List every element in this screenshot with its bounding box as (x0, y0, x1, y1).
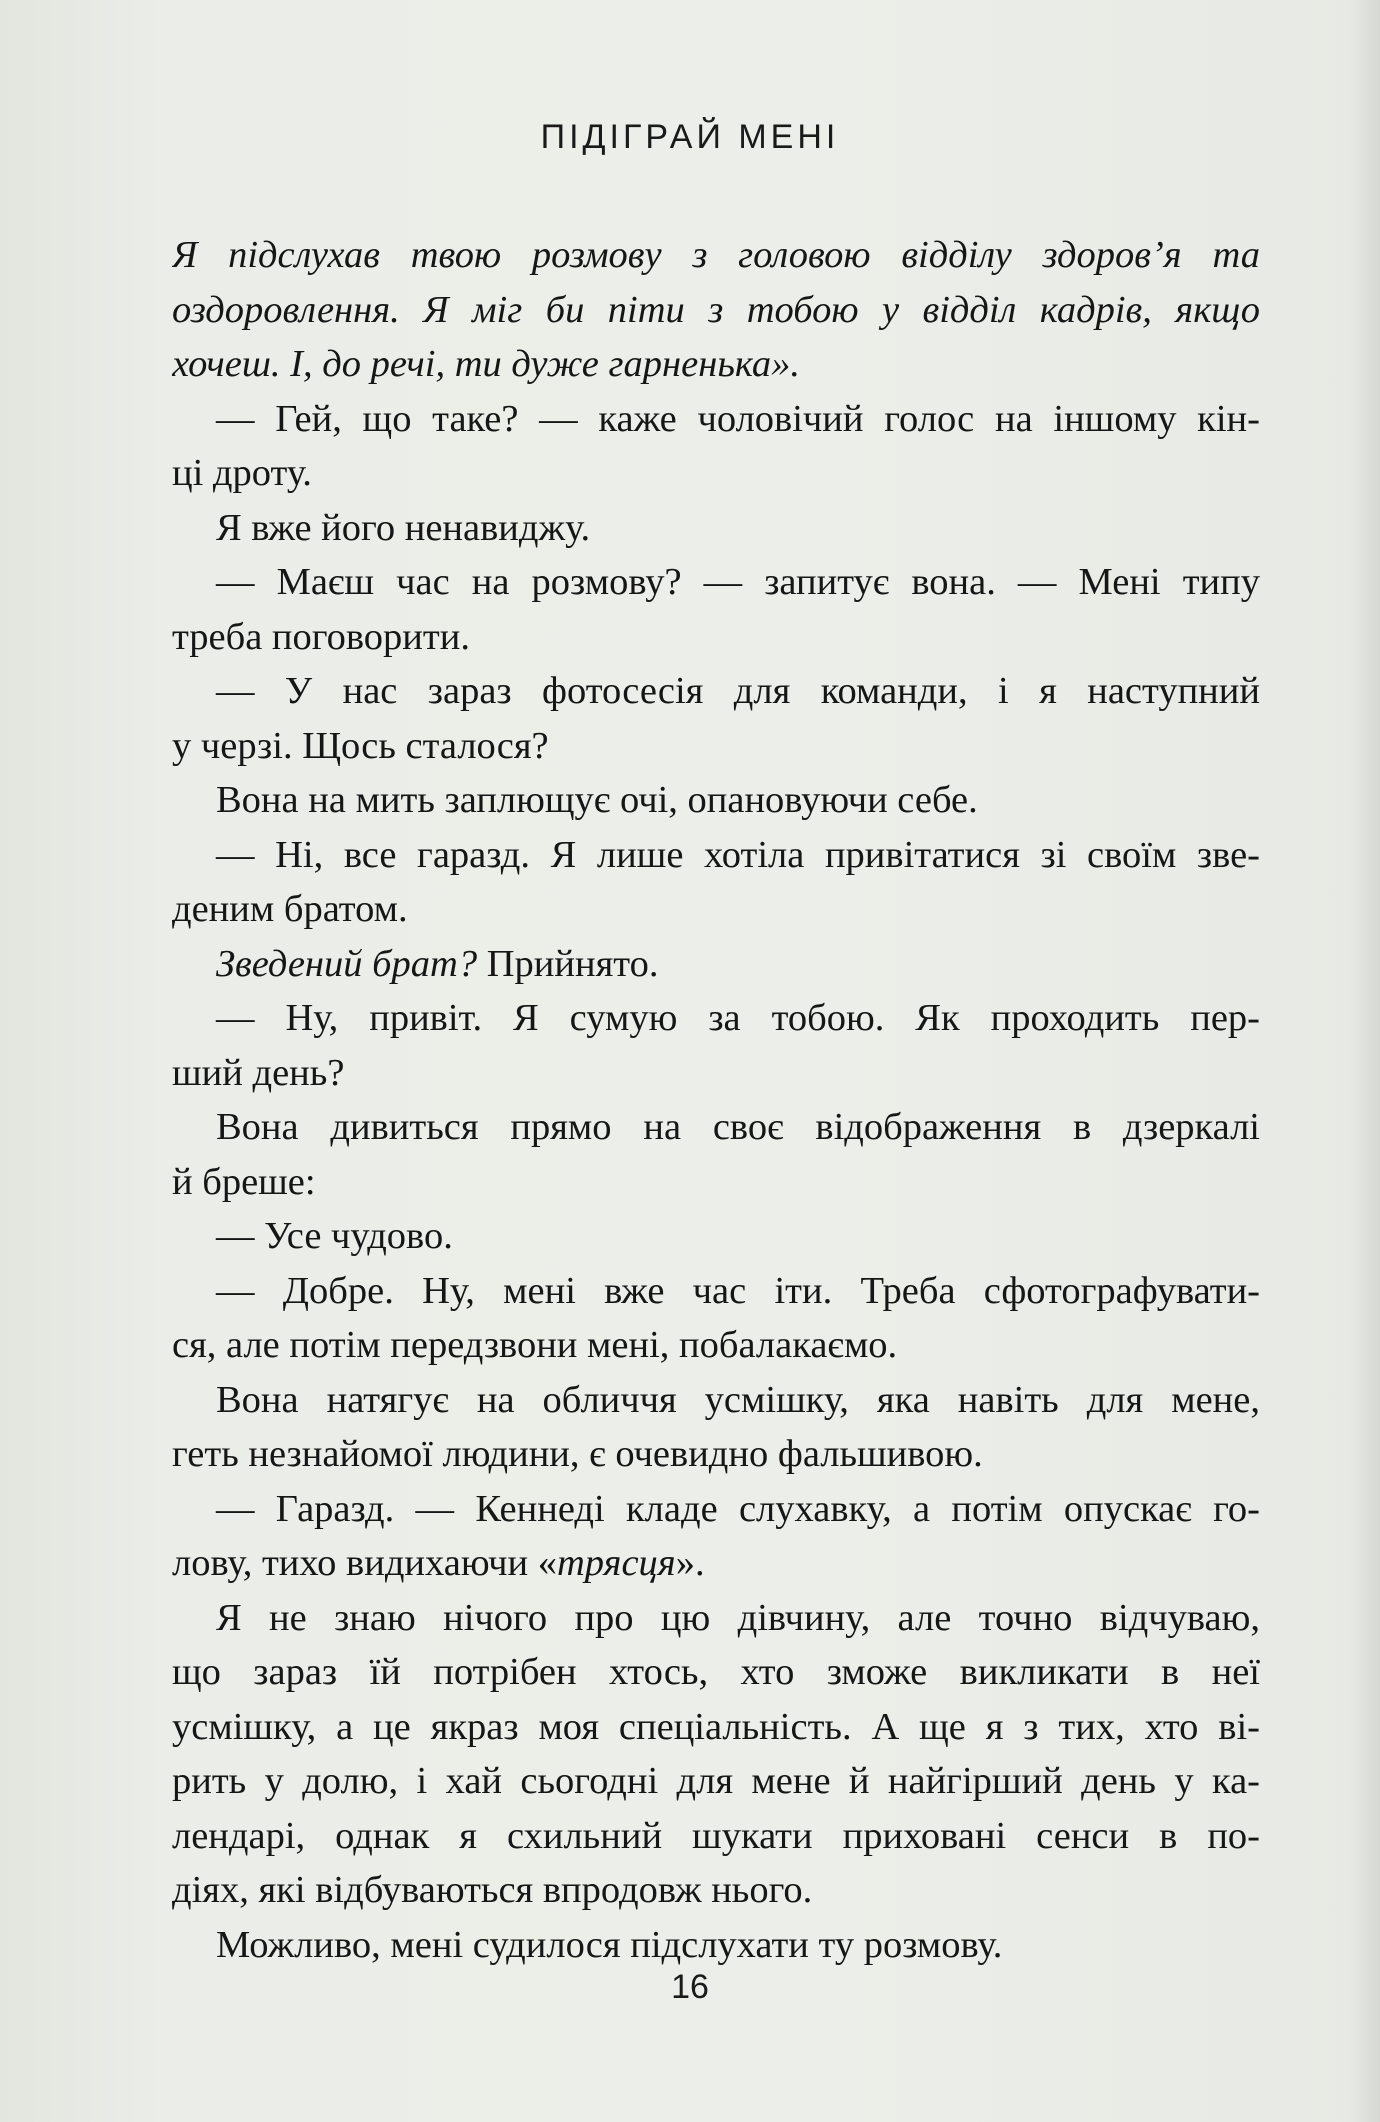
text-fragment: ». (675, 1542, 705, 1584)
text-line: — Ну, привіт. Я сумую за тобою. Як проходить пер- (216, 997, 1260, 1039)
text-line: — Усе чудово. (216, 1215, 453, 1257)
text-line: Я вже його ненавиджу. (216, 506, 591, 549)
running-head: ПІДІГРАЙ МЕНІ (540, 118, 840, 156)
text-line (172, 937, 1260, 992)
page-number: 16 (671, 1968, 709, 2006)
text-fragment: Прийнято. (477, 942, 659, 985)
text-line: Можливо, мені судилося підслухати ту розмову. (216, 1923, 1003, 1966)
text-line: усмішку, а це якраз моя спеціальність. А ще я з тих, хто ві- (172, 1705, 1260, 1748)
text-line (172, 1536, 1260, 1591)
text-line: — Ні, все гаразд. Я лише хотіла привітатися зі своїм зве- (216, 833, 1260, 876)
text-line: діях, які відбуваються впродовж нього. (172, 1869, 813, 1911)
text-line: — Добре. Ну, мені вже час іти. Треба сфотографувати- (216, 1269, 1260, 1312)
text-line: деним братом. (172, 888, 408, 930)
text-line: Вона на мить заплющує очі, опановуючи себе. (216, 779, 978, 821)
text-line: ці дроту. (172, 452, 312, 494)
text-line: Я підслухав твою розмову з головою відділу здоров’я та (172, 234, 1260, 276)
text-line: — Гаразд. — Кеннеді кладе слухавку, а потім опускає го- (216, 1487, 1260, 1530)
text-line: Вона натягує на обличчя усмішку, яка навіть для мене, (216, 1378, 1260, 1421)
text-line: — У нас зараз фотосесія для команди, і я наступний (216, 670, 1260, 712)
text-line: ший день? (172, 1051, 345, 1094)
text-line: й бреше: (172, 1160, 316, 1203)
text-line: оздоровлення. Я міг би піти з тобою у відділ кадрів, якщо (172, 288, 1260, 331)
text-line: — Гей, що таке? — каже чоловічий голос на іншому кін- (216, 397, 1260, 440)
text-line: ся, але потім передзвони мені, побалакаємо. (172, 1324, 898, 1366)
text-line: геть незнайомої людини, є очевидно фальшивою. (172, 1433, 983, 1475)
text-fragment: лову, тихо видихаючи « (172, 1542, 557, 1584)
text-line: — Маєш час на розмову? — запитує вона. — Мені типу (216, 561, 1260, 603)
text-line: лендарі, однак я схильний шукати приховані сенси в по- (172, 1814, 1260, 1857)
text-line: Вона дивиться прямо на своє відображення в дзеркалі (216, 1106, 1260, 1148)
body-text (172, 228, 1260, 1972)
text-line: хочеш. І, до речі, ти дуже гарненька». (172, 343, 801, 385)
text-line: треба поговорити. (172, 615, 470, 658)
italic-phrase: Зведений брат? (216, 942, 478, 985)
text-line: що зараз їй потрібен хтось, хто зможе викликати в неї (172, 1651, 1260, 1693)
italic-phrase: трясця (557, 1542, 676, 1584)
text-line: рить у долю, і хай сьогодні для мене й найгірший день у ка- (172, 1760, 1260, 1802)
text-line: Я не знаю нічого про цю дівчину, але точно відчуваю, (216, 1596, 1260, 1639)
text-line: у черзі. Щось сталося? (172, 724, 549, 767)
